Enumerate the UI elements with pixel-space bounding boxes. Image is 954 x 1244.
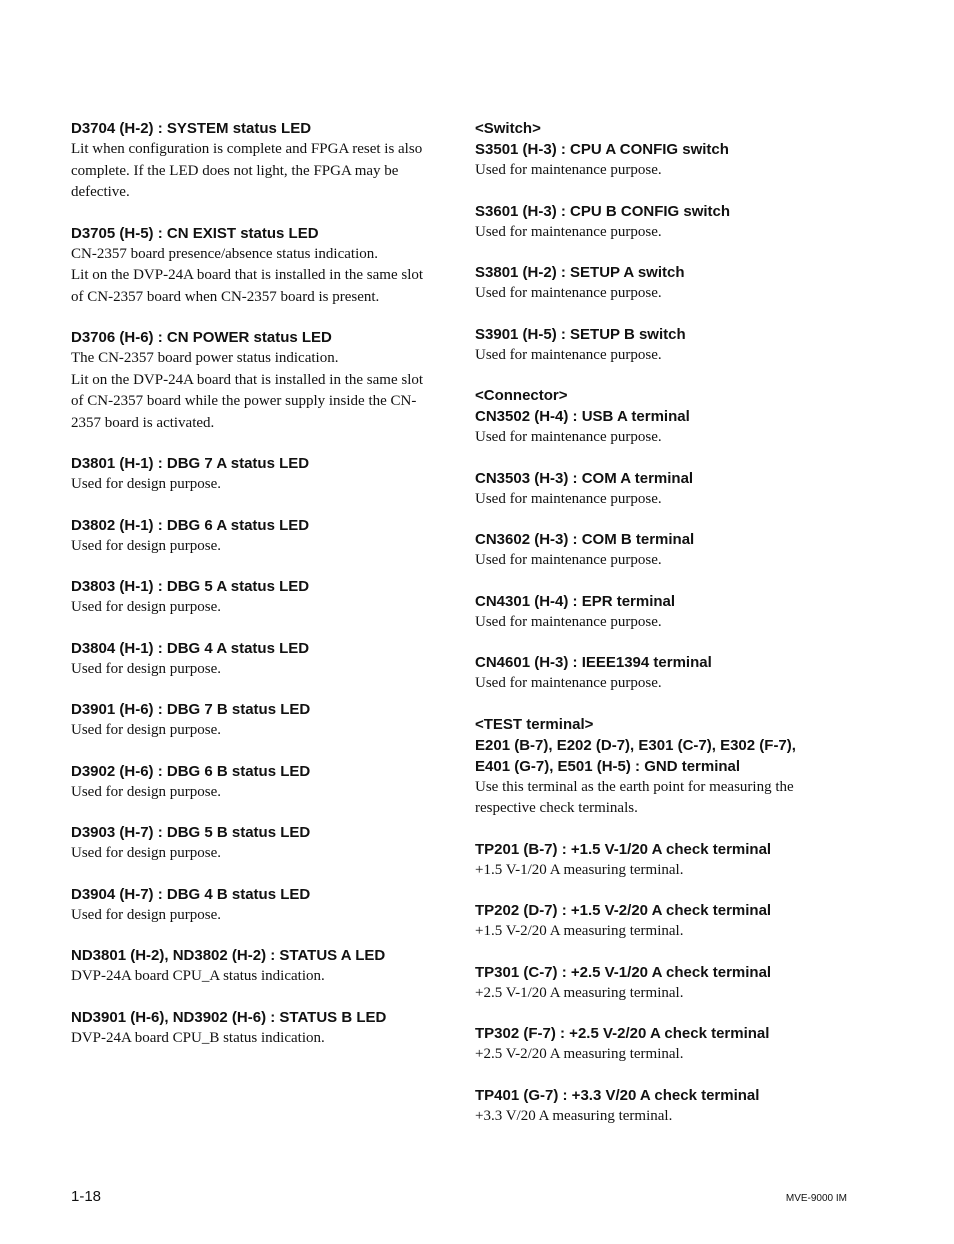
- entry-heading: S3601 (H-3) : CPU B CONFIG switch: [475, 202, 731, 220]
- entry-text: DVP-24A board CPU_B status indication.: [71, 1029, 325, 1046]
- entry-tp201: [475, 839, 835, 882]
- entry-text: CN-2357 board presence/absence status indication.: [71, 245, 378, 262]
- entry-text: complete. If the LED does not light, the FPGA may be: [71, 162, 399, 179]
- entry-d3902: [71, 761, 451, 804]
- entry-d3705: [71, 223, 451, 309]
- entry-text: Used for maintenance purpose.: [475, 223, 662, 240]
- entry-cn4301: [475, 591, 835, 634]
- entry-heading: TP202 (D-7) : +1.5 V-2/20 A check terminal: [475, 902, 772, 919]
- entry-text: of CN-2357 board when CN-2357 board is present.: [71, 288, 380, 305]
- entry-d3903: [71, 822, 451, 865]
- entry-nd3901: [71, 1007, 451, 1050]
- entry-text: respective check terminals.: [475, 800, 638, 816]
- right-column: [475, 118, 835, 1146]
- entry-heading: CN4601 (H-3) : IEEE1394 terminal: [475, 654, 712, 671]
- entry-tp202: [475, 900, 835, 943]
- entry-nd3801: [71, 945, 451, 988]
- entry-heading: S3501 (H-3) : CPU A CONFIG switch: [475, 141, 729, 158]
- entry-heading: D3901 (H-6) : DBG 7 B status LED: [71, 701, 311, 718]
- entry-tp302: [475, 1023, 835, 1066]
- entry-heading: D3802 (H-1) : DBG 6 A status LED: [71, 516, 310, 534]
- entry-heading: D3804 (H-1) : DBG 4 A status LED: [71, 639, 310, 657]
- entry-tp301: [475, 962, 835, 1005]
- entry-d3706: [71, 327, 451, 434]
- section-heading-switch: <Switch>: [475, 120, 541, 137]
- entry-text: Used for design purpose.: [71, 722, 221, 738]
- entry-text: Lit on the DVP-24A board that is installed in the same slot: [71, 267, 424, 283]
- entry-text: Used for maintenance purpose.: [475, 346, 662, 363]
- entry-heading: D3706 (H-6) : CN POWER status LED: [71, 329, 332, 346]
- entry-heading: CN3602 (H-3) : COM B terminal: [475, 531, 695, 548]
- entry-s3901: [475, 324, 835, 367]
- entry-text: Use this terminal as the earth point for measuring the: [475, 778, 794, 795]
- entry-heading: D3801 (H-1) : DBG 7 A status LED: [71, 455, 310, 472]
- entry-d3802: [71, 515, 451, 558]
- entry-d3904: [71, 884, 451, 927]
- entry-cn4601: [475, 652, 835, 695]
- entry-text: of CN-2357 board while the power supply inside the CN-: [71, 393, 417, 409]
- entry-text: Used for design purpose.: [71, 476, 221, 492]
- entry-text: Used for maintenance purpose.: [475, 675, 662, 691]
- entry-text: Lit on the DVP-24A board that is installed in the same slot: [71, 371, 424, 388]
- document-id: MVE-9000 IM: [785, 1193, 847, 1204]
- entry-text: +1.5 V-2/20 A measuring terminal.: [475, 923, 684, 939]
- left-column: [71, 118, 451, 1068]
- entry-cn3503: [475, 468, 835, 511]
- entry-d3901: [71, 699, 451, 742]
- entry-heading: CN3503 (H-3) : COM A terminal: [475, 469, 694, 487]
- entry-heading: S3901 (H-5) : SETUP B switch: [475, 325, 686, 343]
- entry-text: +2.5 V-2/20 A measuring terminal.: [475, 1046, 684, 1062]
- entry-heading: E401 (G-7), E501 (H-5) : GND terminal: [475, 757, 741, 775]
- entry-text: Lit when configuration is complete and FPGA reset is also: [71, 141, 423, 157]
- entry-s3801: [475, 262, 835, 305]
- entry-heading: D3904 (H-7) : DBG 4 B status LED: [71, 885, 311, 903]
- entry-text: DVP-24A board CPU_A status indication.: [71, 968, 325, 984]
- entry-d3803: [71, 576, 451, 619]
- entry-text: Used for maintenance purpose.: [475, 552, 662, 568]
- entry-heading: ND3801 (H-2), ND3802 (H-2) : STATUS A LED: [71, 947, 386, 964]
- page-number: 1-18: [71, 1188, 102, 1205]
- entry-text: Used for design purpose.: [71, 783, 221, 800]
- entry-heading: ND3901 (H-6), ND3902 (H-6) : STATUS B LED: [71, 1008, 387, 1026]
- entry-d3804: [71, 638, 451, 681]
- entry-heading: D3903 (H-7) : DBG 5 B status LED: [71, 824, 311, 841]
- entry-heading: CN3502 (H-4) : USB A terminal: [475, 408, 690, 425]
- entry-cn3502: [475, 385, 835, 449]
- entry-heading: CN4301 (H-4) : EPR terminal: [475, 592, 676, 610]
- entry-heading: TP301 (C-7) : +2.5 V-1/20 A check terminal: [475, 963, 772, 981]
- entry-text: +3.3 V/20 A measuring terminal.: [475, 1107, 673, 1124]
- entry-d3704: [71, 118, 451, 204]
- entry-text: Used for design purpose.: [71, 660, 221, 677]
- entry-text: Used for design purpose.: [71, 906, 221, 923]
- section-heading-test-terminal: <TEST terminal>: [475, 715, 594, 733]
- entry-heading: S3801 (H-2) : SETUP A switch: [475, 264, 685, 281]
- entry-text: Used for maintenance purpose.: [475, 613, 662, 630]
- entry-heading: TP401 (G-7) : +3.3 V/20 A check terminal: [475, 1086, 760, 1104]
- entry-text: Used for design purpose.: [71, 845, 221, 861]
- entry-s3501: [475, 118, 835, 182]
- entry-text: Used for maintenance purpose.: [475, 429, 662, 445]
- entry-text: Used for maintenance purpose.: [475, 285, 662, 301]
- entry-text: defective.: [71, 184, 130, 200]
- entry-text: Used for maintenance purpose.: [475, 162, 662, 178]
- entry-heading: E201 (B-7), E202 (D-7), E301 (C-7), E302 (F-7),: [475, 736, 796, 754]
- entry-d3801: [71, 453, 451, 496]
- entry-cn3602: [475, 529, 835, 572]
- entry-s3601: [475, 201, 835, 244]
- entry-heading: D3803 (H-1) : DBG 5 A status LED: [71, 578, 310, 595]
- entry-heading: D3902 (H-6) : DBG 6 B status LED: [71, 762, 311, 780]
- entry-text: Used for design purpose.: [71, 599, 221, 615]
- entry-text: +1.5 V-1/20 A measuring terminal.: [475, 861, 684, 878]
- entry-tp401: [475, 1085, 835, 1128]
- entry-heading: D3704 (H-2) : SYSTEM status LED: [71, 120, 312, 137]
- entry-text: +2.5 V-1/20 A measuring terminal.: [475, 984, 684, 1001]
- entry-text: 2357 board is activated.: [71, 414, 215, 431]
- entry-text: Used for maintenance purpose.: [475, 490, 662, 507]
- entry-heading: D3705 (H-5) : CN EXIST status LED: [71, 224, 319, 242]
- entry-gnd-terminal: [475, 714, 835, 820]
- entry-text: Used for design purpose.: [71, 537, 221, 554]
- entry-text: The CN-2357 board power status indication.: [71, 350, 339, 366]
- section-heading-connector: <Connector>: [475, 387, 568, 404]
- entry-heading: TP201 (B-7) : +1.5 V-1/20 A check terminal: [475, 840, 772, 858]
- entry-heading: TP302 (F-7) : +2.5 V-2/20 A check terminal: [475, 1025, 770, 1042]
